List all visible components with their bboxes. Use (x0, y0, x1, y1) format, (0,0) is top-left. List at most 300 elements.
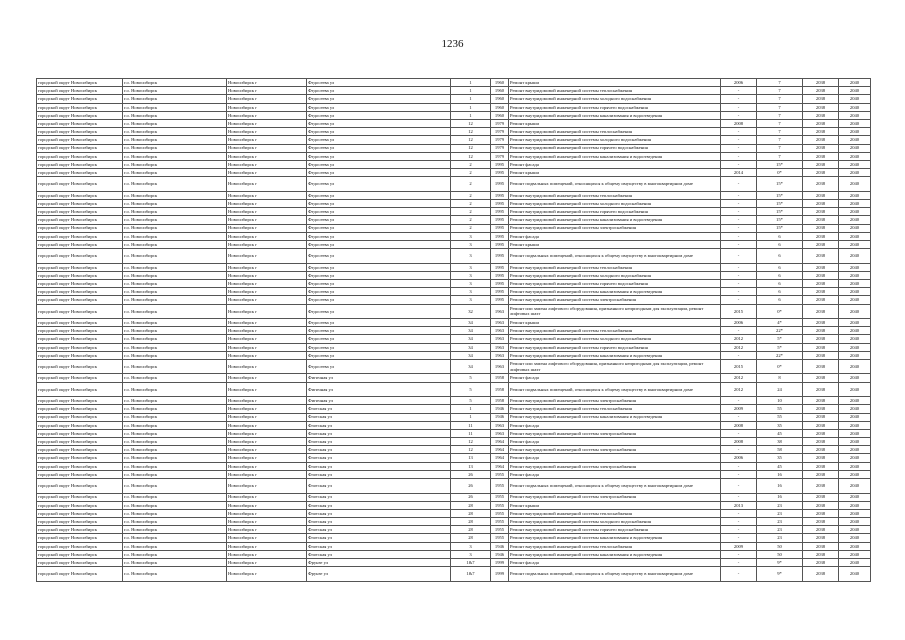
table-row (37, 304, 871, 319)
last-repair-year-cell: - (721, 103, 757, 111)
house-number-cell: 34 (451, 319, 491, 327)
plan-end-cell: 2040 (839, 327, 871, 335)
plan-start-cell: 2038 (803, 550, 839, 558)
repair-work-cell: Ремонт фасада (509, 421, 721, 429)
district-cell: городской округ Новосибирск (37, 103, 123, 111)
repair-work-cell: Ремонт внутридомовой инженерной системы теплоснабжения (509, 405, 721, 413)
house-number-cell: 3 (451, 249, 491, 264)
street-cell: Федосеева ул (307, 232, 451, 240)
street-cell: Федосеева ул (307, 103, 451, 111)
house-number-cell: 1 (451, 103, 491, 111)
settlement-cell: г.о. Новосибирск (123, 191, 227, 199)
table-row (37, 95, 871, 103)
city-cell: Новосибирск г (227, 119, 307, 127)
house-number-cell: 26 (451, 479, 491, 494)
city-cell: Новосибирск г (227, 493, 307, 501)
settlement-cell: г.о. Новосибирск (123, 559, 227, 567)
table-row (37, 144, 871, 152)
build-year-cell: 1946 (491, 405, 509, 413)
district-cell: городской округ Новосибирск (37, 111, 123, 119)
street-cell: Флотская ул (307, 470, 451, 478)
table-row (37, 382, 871, 397)
house-number-cell: 2 (451, 216, 491, 224)
repair-work-cell: Ремонт внутридомовой инженерной системы теплоснабжения (509, 191, 721, 199)
street-cell: Федосеева ул (307, 288, 451, 296)
house-number-cell: 26 (451, 493, 491, 501)
house-number-cell: 1 (451, 111, 491, 119)
table-row (37, 470, 871, 478)
city-cell: Новосибирск г (227, 429, 307, 437)
cost-cell: 9* (757, 559, 803, 567)
cost-cell: 7 (757, 103, 803, 111)
district-cell: городской округ Новосибирск (37, 95, 123, 103)
plan-end-cell: 2040 (839, 271, 871, 279)
district-cell: городской округ Новосибирск (37, 152, 123, 160)
repair-work-cell: Ремонт подвальных помещений, относящихся к общему имуществу в многоквартирном доме (509, 177, 721, 192)
city-cell: Новосибирск г (227, 550, 307, 558)
street-cell: Федосеева ул (307, 152, 451, 160)
build-year-cell: 1995 (491, 199, 509, 207)
repair-work-cell: Ремонт внутридомовой инженерной системы канализования и водоотведения (509, 152, 721, 160)
repair-work-cell: Ремонт внутридомовой инженерной системы теплоснабжения (509, 128, 721, 136)
district-cell: городской округ Новосибирск (37, 462, 123, 470)
last-repair-year-cell: - (721, 249, 757, 264)
cost-cell: 10 (757, 397, 803, 405)
house-number-cell: 1 (451, 87, 491, 95)
plan-start-cell: 2038 (803, 216, 839, 224)
last-repair-year-cell: - (721, 397, 757, 405)
settlement-cell: г.о. Новосибирск (123, 351, 227, 359)
city-cell: Новосибирск г (227, 421, 307, 429)
street-cell: Федосеева ул (307, 335, 451, 343)
plan-end-cell: 2040 (839, 263, 871, 271)
district-cell: городской округ Новосибирск (37, 144, 123, 152)
plan-start-cell: 2038 (803, 479, 839, 494)
district-cell: городской округ Новосибирск (37, 429, 123, 437)
settlement-cell: г.о. Новосибирск (123, 249, 227, 264)
last-repair-year-cell: - (721, 446, 757, 454)
plan-start-cell: 2038 (803, 397, 839, 405)
plan-end-cell: 2040 (839, 351, 871, 359)
settlement-cell: г.о. Новосибирск (123, 288, 227, 296)
district-cell: городской округ Новосибирск (37, 263, 123, 271)
plan-end-cell: 2040 (839, 493, 871, 501)
district-cell: городской округ Новосибирск (37, 351, 123, 359)
last-repair-year-cell: - (721, 271, 757, 279)
district-cell: городской округ Новосибирск (37, 509, 123, 517)
house-number-cell: 2 (451, 199, 491, 207)
last-repair-year-cell: 2008 (721, 421, 757, 429)
street-cell: Флотская ул (307, 526, 451, 534)
cost-cell: 6 (757, 232, 803, 240)
plan-start-cell: 2038 (803, 567, 839, 582)
house-number-cell: 3 (451, 232, 491, 240)
cost-cell: 7 (757, 128, 803, 136)
plan-start-cell: 2038 (803, 279, 839, 287)
cost-cell: 23 (757, 509, 803, 517)
settlement-cell: г.о. Новосибирск (123, 279, 227, 287)
district-cell: городской округ Новосибирск (37, 136, 123, 144)
build-year-cell: 1946 (491, 413, 509, 421)
table-row (37, 567, 871, 582)
house-number-cell: 3 (451, 279, 491, 287)
street-cell: Флотская ул (307, 429, 451, 437)
city-cell: Новосибирск г (227, 208, 307, 216)
last-repair-year-cell: - (721, 279, 757, 287)
repair-work-cell: Ремонт фасада (509, 232, 721, 240)
build-year-cell: 1995 (491, 232, 509, 240)
plan-end-cell: 2040 (839, 288, 871, 296)
city-cell: Новосибирск г (227, 374, 307, 382)
repair-work-cell: Ремонт внутридомовой инженерной системы теплоснабжения (509, 87, 721, 95)
house-number-cell: 34 (451, 351, 491, 359)
settlement-cell: г.о. Новосибирск (123, 382, 227, 397)
settlement-cell: г.о. Новосибирск (123, 240, 227, 248)
table-row (37, 550, 871, 558)
repair-work-cell: Ремонт внутридомовой инженерной системы канализования и водоотведения (509, 413, 721, 421)
plan-start-cell: 2038 (803, 542, 839, 550)
table-row (37, 374, 871, 382)
house-number-cell: 1&7 (451, 567, 491, 582)
house-number-cell: 12 (451, 144, 491, 152)
build-year-cell: 1963 (491, 359, 509, 374)
settlement-cell: г.о. Новосибирск (123, 327, 227, 335)
plan-start-cell: 2038 (803, 208, 839, 216)
house-number-cell: 2 (451, 160, 491, 168)
house-number-cell: 28 (451, 534, 491, 542)
build-year-cell: 1960 (491, 95, 509, 103)
plan-end-cell: 2040 (839, 359, 871, 374)
street-cell: Флотская ул (307, 542, 451, 550)
plan-end-cell: 2040 (839, 87, 871, 95)
city-cell: Новосибирск г (227, 501, 307, 509)
last-repair-year-cell: - (721, 111, 757, 119)
plan-end-cell: 2040 (839, 343, 871, 351)
table-row (37, 152, 871, 160)
repair-work-cell: Ремонт подвальных помещений, относящихся к общему имуществу в многоквартирном доме (509, 249, 721, 264)
table-row (37, 413, 871, 421)
plan-end-cell: 2040 (839, 144, 871, 152)
street-cell: Федосеева ул (307, 279, 451, 287)
district-cell: городской округ Новосибирск (37, 79, 123, 87)
cost-cell: 15* (757, 199, 803, 207)
cost-cell: 55 (757, 413, 803, 421)
plan-end-cell: 2040 (839, 526, 871, 534)
street-cell: Федосеева ул (307, 271, 451, 279)
house-number-cell: 1&7 (451, 559, 491, 567)
plan-end-cell: 2040 (839, 518, 871, 526)
street-cell: Флотская ул (307, 454, 451, 462)
plan-start-cell: 2038 (803, 382, 839, 397)
house-number-cell: 11 (451, 429, 491, 437)
settlement-cell: г.о. Новосибирск (123, 526, 227, 534)
plan-start-cell: 2038 (803, 429, 839, 437)
repair-work-cell: Ремонт внутридомовой инженерной системы горячего водоснабжения (509, 208, 721, 216)
street-cell: Флотская ул (307, 413, 451, 421)
last-repair-year-cell: 2006 (721, 319, 757, 327)
settlement-cell: г.о. Новосибирск (123, 87, 227, 95)
plan-start-cell: 2038 (803, 413, 839, 421)
house-number-cell: 13 (451, 454, 491, 462)
settlement-cell: г.о. Новосибирск (123, 119, 227, 127)
last-repair-year-cell: - (721, 327, 757, 335)
repair-work-cell: Ремонт внутридомовой инженерной системы теплоснабжения (509, 542, 721, 550)
district-cell: городской округ Новосибирск (37, 397, 123, 405)
cost-cell: 6 (757, 296, 803, 304)
street-cell: Федосеева ул (307, 199, 451, 207)
settlement-cell: г.о. Новосибирск (123, 111, 227, 119)
settlement-cell: г.о. Новосибирск (123, 319, 227, 327)
street-cell: Федосеева ул (307, 136, 451, 144)
repair-work-cell: Ремонт внутридомовой инженерной системы горячего водоснабжения (509, 103, 721, 111)
district-cell: городской округ Новосибирск (37, 534, 123, 542)
plan-end-cell: 2040 (839, 136, 871, 144)
plan-end-cell: 2040 (839, 559, 871, 567)
last-repair-year-cell: - (721, 288, 757, 296)
street-cell: Федосеева ул (307, 359, 451, 374)
last-repair-year-cell: - (721, 216, 757, 224)
plan-start-cell: 2038 (803, 111, 839, 119)
street-cell: Федосеева ул (307, 216, 451, 224)
cost-cell: 16 (757, 470, 803, 478)
table-row (37, 240, 871, 248)
cost-cell: 4* (757, 319, 803, 327)
table-row (37, 169, 871, 177)
district-cell: городской округ Новосибирск (37, 199, 123, 207)
district-cell: городской округ Новосибирск (37, 526, 123, 534)
city-cell: Новосибирск г (227, 177, 307, 192)
cost-cell: 23 (757, 526, 803, 534)
house-number-cell: 1 (451, 413, 491, 421)
plan-start-cell: 2038 (803, 224, 839, 232)
house-number-cell: 1 (451, 405, 491, 413)
settlement-cell: г.о. Новосибирск (123, 462, 227, 470)
build-year-cell: 1999 (491, 559, 509, 567)
build-year-cell: 1963 (491, 421, 509, 429)
plan-start-cell: 2038 (803, 128, 839, 136)
district-cell: городской округ Новосибирск (37, 374, 123, 382)
table-row (37, 87, 871, 95)
plan-end-cell: 2040 (839, 199, 871, 207)
cost-cell: 0* (757, 169, 803, 177)
house-number-cell: 12 (451, 446, 491, 454)
repair-work-cell: Ремонт внутридомовой инженерной системы холодного водоснабжения (509, 271, 721, 279)
district-cell: городской округ Новосибирск (37, 249, 123, 264)
table-row (37, 216, 871, 224)
city-cell: Новосибирск г (227, 79, 307, 87)
settlement-cell: г.о. Новосибирск (123, 542, 227, 550)
repair-work-cell: Ремонт крыши (509, 169, 721, 177)
district-cell: городской округ Новосибирск (37, 421, 123, 429)
plan-start-cell: 2038 (803, 438, 839, 446)
last-repair-year-cell: - (721, 224, 757, 232)
build-year-cell: 1979 (491, 119, 509, 127)
repair-work-cell: Ремонт подвальных помещений, относящихся к общему имуществу в многоквартирном доме (509, 567, 721, 582)
table-row (37, 526, 871, 534)
plan-start-cell: 2038 (803, 319, 839, 327)
table-row (37, 327, 871, 335)
last-repair-year-cell: - (721, 526, 757, 534)
city-cell: Новосибирск г (227, 382, 307, 397)
repair-work-cell: Ремонт внутридомовой инженерной системы холодного водоснабжения (509, 518, 721, 526)
cost-cell: 7 (757, 136, 803, 144)
build-year-cell: 1995 (491, 160, 509, 168)
build-year-cell: 1995 (491, 191, 509, 199)
district-cell: городской округ Новосибирск (37, 208, 123, 216)
build-year-cell: 1955 (491, 509, 509, 517)
street-cell: Федосеева ул (307, 87, 451, 95)
district-cell: городской округ Новосибирск (37, 470, 123, 478)
settlement-cell: г.о. Новосибирск (123, 304, 227, 319)
house-number-cell: 34 (451, 335, 491, 343)
city-cell: Новосибирск г (227, 335, 307, 343)
plan-start-cell: 2038 (803, 87, 839, 95)
last-repair-year-cell: - (721, 232, 757, 240)
district-cell: городской округ Новосибирск (37, 128, 123, 136)
cost-cell: 5* (757, 335, 803, 343)
build-year-cell: 1995 (491, 271, 509, 279)
settlement-cell: г.о. Новосибирск (123, 470, 227, 478)
last-repair-year-cell: - (721, 559, 757, 567)
settlement-cell: г.о. Новосибирск (123, 335, 227, 343)
build-year-cell: 1995 (491, 296, 509, 304)
table-row (37, 397, 871, 405)
plan-end-cell: 2040 (839, 249, 871, 264)
last-repair-year-cell: 2009 (721, 542, 757, 550)
build-year-cell: 1963 (491, 351, 509, 359)
district-cell: городской округ Новосибирск (37, 405, 123, 413)
city-cell: Новосибирск г (227, 567, 307, 582)
street-cell: Флотская ул (307, 509, 451, 517)
settlement-cell: г.о. Новосибирск (123, 152, 227, 160)
city-cell: Новосибирск г (227, 87, 307, 95)
cost-cell: 50 (757, 542, 803, 550)
build-year-cell: 1955 (491, 479, 509, 494)
last-repair-year-cell: - (721, 479, 757, 494)
last-repair-year-cell: - (721, 177, 757, 192)
city-cell: Новосибирск г (227, 304, 307, 319)
build-year-cell: 1960 (491, 103, 509, 111)
settlement-cell: г.о. Новосибирск (123, 509, 227, 517)
table-row (37, 103, 871, 111)
house-number-cell: 26 (451, 470, 491, 478)
street-cell: Фигичная ул (307, 374, 451, 382)
city-cell: Новосибирск г (227, 413, 307, 421)
settlement-cell: г.о. Новосибирск (123, 136, 227, 144)
repair-work-cell: Ремонт внутридомовой инженерной системы канализования и водоотведения (509, 534, 721, 542)
street-cell: Флотская ул (307, 534, 451, 542)
city-cell: Новосибирск г (227, 343, 307, 351)
settlement-cell: г.о. Новосибирск (123, 446, 227, 454)
plan-start-cell: 2038 (803, 374, 839, 382)
district-cell: городской округ Новосибирск (37, 542, 123, 550)
repair-work-cell: Ремонт крыши (509, 240, 721, 248)
table-row (37, 335, 871, 343)
district-cell: городской округ Новосибирск (37, 191, 123, 199)
last-repair-year-cell: - (721, 144, 757, 152)
settlement-cell: г.о. Новосибирск (123, 438, 227, 446)
plan-start-cell: 2038 (803, 454, 839, 462)
cost-cell: 16 (757, 479, 803, 494)
build-year-cell: 1955 (491, 526, 509, 534)
district-cell: городской округ Новосибирск (37, 327, 123, 335)
table-row (37, 462, 871, 470)
settlement-cell: г.о. Новосибирск (123, 397, 227, 405)
plan-end-cell: 2040 (839, 232, 871, 240)
last-repair-year-cell: 2006 (721, 454, 757, 462)
last-repair-year-cell: - (721, 208, 757, 216)
last-repair-year-cell: - (721, 128, 757, 136)
district-cell: городской округ Новосибирск (37, 279, 123, 287)
last-repair-year-cell: - (721, 240, 757, 248)
build-year-cell: 1995 (491, 249, 509, 264)
repair-work-cell: Ремонт крыши (509, 79, 721, 87)
cost-cell: 8 (757, 374, 803, 382)
city-cell: Новосибирск г (227, 446, 307, 454)
plan-start-cell: 2038 (803, 199, 839, 207)
repair-work-cell: Ремонт внутридомовой инженерной системы электроснабжения (509, 397, 721, 405)
plan-end-cell: 2040 (839, 567, 871, 582)
plan-end-cell: 2040 (839, 191, 871, 199)
last-repair-year-cell: - (721, 462, 757, 470)
district-cell: городской округ Новосибирск (37, 240, 123, 248)
repair-work-cell: Ремонт внутридомовой инженерной системы теплоснабжения (509, 327, 721, 335)
table-row (37, 279, 871, 287)
plan-start-cell: 2038 (803, 119, 839, 127)
settlement-cell: г.о. Новосибирск (123, 413, 227, 421)
plan-end-cell: 2040 (839, 319, 871, 327)
repair-work-cell: Ремонт фасада (509, 438, 721, 446)
repair-work-cell: Ремонт крыши (509, 501, 721, 509)
plan-end-cell: 2040 (839, 224, 871, 232)
district-cell: городской округ Новосибирск (37, 382, 123, 397)
house-number-cell: 2 (451, 191, 491, 199)
house-number-cell: 3 (451, 542, 491, 550)
build-year-cell: 1963 (491, 327, 509, 335)
district-cell: городской округ Новосибирск (37, 304, 123, 319)
street-cell: Федосеева ул (307, 144, 451, 152)
plan-start-cell: 2038 (803, 169, 839, 177)
last-repair-year-cell: 2012 (721, 343, 757, 351)
plan-start-cell: 2038 (803, 103, 839, 111)
repair-work-cell: Ремонт фасада (509, 470, 721, 478)
cost-cell: 7 (757, 119, 803, 127)
house-number-cell: 28 (451, 518, 491, 526)
table-row (37, 111, 871, 119)
district-cell: городской округ Новосибирск (37, 413, 123, 421)
cost-cell: 7 (757, 79, 803, 87)
city-cell: Новосибирск г (227, 169, 307, 177)
table-row (37, 446, 871, 454)
street-cell: Федосеева ул (307, 111, 451, 119)
repair-work-cell: Ремонт подвальных помещений, относящихся к общему имуществу в многоквартирном доме (509, 479, 721, 494)
street-cell: Флотская ул (307, 550, 451, 558)
cost-cell: 16 (757, 493, 803, 501)
street-cell: Федосеева ул (307, 224, 451, 232)
repair-work-cell: Ремонт внутридомовой инженерной системы канализования и водоотведения (509, 111, 721, 119)
district-cell: городской округ Новосибирск (37, 169, 123, 177)
plan-end-cell: 2040 (839, 542, 871, 550)
settlement-cell: г.о. Новосибирск (123, 518, 227, 526)
last-repair-year-cell: 2006 (721, 79, 757, 87)
city-cell: Новосибирск г (227, 232, 307, 240)
plan-start-cell: 2038 (803, 351, 839, 359)
city-cell: Новосибирск г (227, 397, 307, 405)
city-cell: Новосибирск г (227, 111, 307, 119)
repair-work-cell: Ремонт внутридомовой инженерной системы канализования и водоотведения (509, 550, 721, 558)
last-repair-year-cell: - (721, 136, 757, 144)
cost-cell: 7 (757, 95, 803, 103)
